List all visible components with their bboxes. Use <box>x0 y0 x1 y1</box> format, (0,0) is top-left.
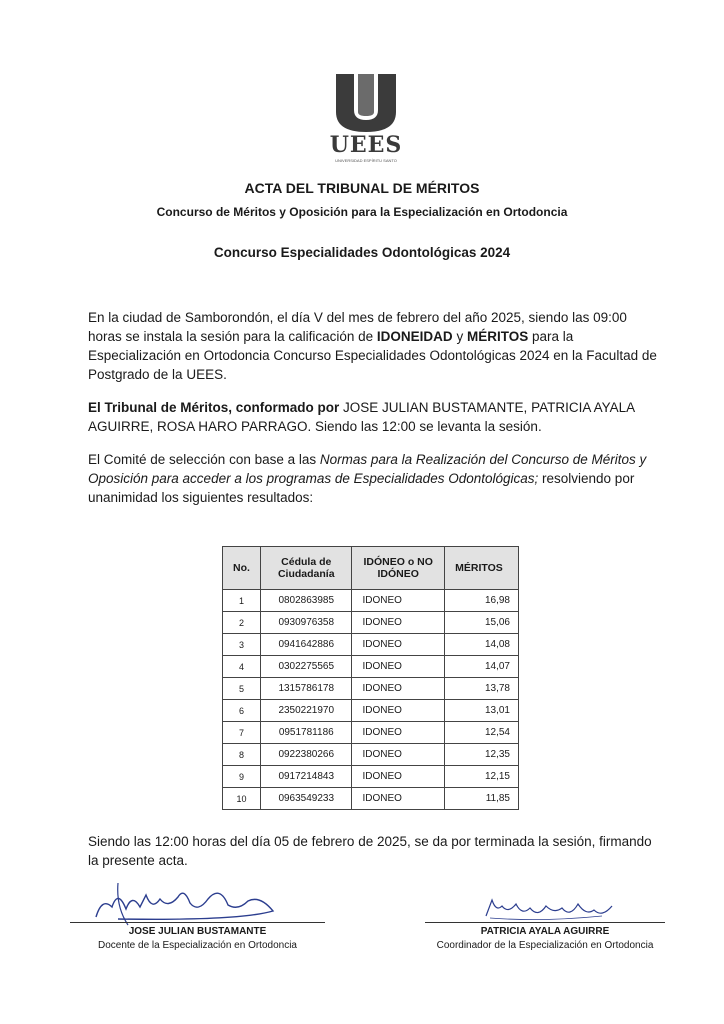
header-no: No. <box>223 547 261 590</box>
table-row <box>223 766 519 788</box>
table-header-row <box>223 547 519 590</box>
cell-cedula: 0963549233 <box>261 788 352 810</box>
cell-no: 9 <box>223 766 261 788</box>
logo-wordmark: UEES <box>329 132 403 158</box>
tribunal-paragraph: El Tribunal de Méritos, conformado por JOSE JULIAN BUSTAMANTE, PATRICIA AYALA AGUIRRE, ROSA HARO PARRAGO. Siendo las 12:00 se levanta la sesión. <box>88 400 635 434</box>
cell-cedula: 0930976358 <box>261 612 352 634</box>
header-cedula: Cédula de Ciudadanía <box>261 547 352 590</box>
cell-meritos: 14,08 <box>444 634 518 656</box>
cell-idoneo: IDONEO <box>352 766 445 788</box>
cell-idoneo: IDONEO <box>352 590 445 612</box>
cell-meritos: 13,78 <box>444 678 518 700</box>
cell-no: 7 <box>223 722 261 744</box>
cell-idoneo: IDONEO <box>352 788 445 810</box>
cell-meritos: 12,54 <box>444 722 518 744</box>
cell-cedula: 0922380266 <box>261 744 352 766</box>
table-row <box>223 656 519 678</box>
cell-meritos: 12,35 <box>444 744 518 766</box>
cell-cedula: 0941642886 <box>261 634 352 656</box>
logo-u-mark <box>328 72 404 132</box>
cell-no: 8 <box>223 744 261 766</box>
cell-idoneo: IDONEO <box>352 678 445 700</box>
table-row <box>223 700 519 722</box>
cell-cedula: 2350221970 <box>261 700 352 722</box>
cell-no: 2 <box>223 612 261 634</box>
table-row <box>223 788 519 810</box>
cell-idoneo: IDONEO <box>352 722 445 744</box>
signature-1-image <box>88 877 278 927</box>
cell-cedula: 0302275565 <box>261 656 352 678</box>
logo-tagline: UNIVERSIDAD ESPÍRITU SANTO <box>335 158 397 163</box>
cell-no: 10 <box>223 788 261 810</box>
signatory-1-role: Docente de la Especialización en Ortodoncia <box>97 940 297 951</box>
committee-paragraph: El Comité de selección con base a las Normas para la Realización del Concurso de Méritos y Oposición para acceder a los programas de Especialidades Odontológicas; resolviendo por unanimidad los siguientes resultados: <box>88 452 647 505</box>
results-table <box>222 546 519 810</box>
university-logo <box>328 72 404 166</box>
cell-cedula: 0951781186 <box>261 722 352 744</box>
cell-meritos: 14,07 <box>444 656 518 678</box>
header-meritos: MÉRITOS <box>444 547 518 590</box>
cell-idoneo: IDONEO <box>352 744 445 766</box>
signature-line-2 <box>425 922 665 923</box>
cell-cedula: 1315786178 <box>261 678 352 700</box>
table-row <box>223 678 519 700</box>
cell-meritos: 16,98 <box>444 590 518 612</box>
opening-paragraph: En la ciudad de Samborondón, el día V del mes de febrero del año 2025, siendo las 09:00 horas se instala la sesión para la calificación de IDONEIDAD y MÉRITOS para la Especialización en Ortodoncia Concurso Especialidades Odontológicas 2024 en la Facultad de Postgrado de la UEES. <box>88 310 657 382</box>
cell-no: 1 <box>223 590 261 612</box>
cell-idoneo: IDONEO <box>352 634 445 656</box>
table-row <box>223 590 519 612</box>
signature-line-1 <box>70 922 325 923</box>
closing-paragraph: Siendo las 12:00 horas del día 05 de febrero de 2025, se da por terminada la sesión, firmando la presente acta. <box>88 834 652 868</box>
header-idoneo: IDÓNEO o NO IDÓNEO <box>352 547 445 590</box>
contest-name: Concurso Especialidades Odontológicas 2024 <box>213 245 511 260</box>
cell-idoneo: IDONEO <box>352 612 445 634</box>
cell-idoneo: IDONEO <box>352 656 445 678</box>
cell-meritos: 13,01 <box>444 700 518 722</box>
cell-no: 5 <box>223 678 261 700</box>
signatory-1-name: JOSE JULIAN BUSTAMANTE <box>128 926 267 937</box>
cell-no: 4 <box>223 656 261 678</box>
signatory-2-role: Coordinador de la Especialización en Ortodoncia <box>436 940 654 951</box>
cell-no: 6 <box>223 700 261 722</box>
cell-cedula: 0802863985 <box>261 590 352 612</box>
document-subtitle: Concurso de Méritos y Oposición para la Especialización en Ortodoncia <box>156 205 568 219</box>
document-title: ACTA DEL TRIBUNAL DE MÉRITOS <box>244 180 480 196</box>
cell-meritos: 15,06 <box>444 612 518 634</box>
table-row <box>223 744 519 766</box>
signature-2-image <box>482 894 622 924</box>
signatory-2-name: PATRICIA AYALA AGUIRRE <box>480 926 610 937</box>
cell-meritos: 12,15 <box>444 766 518 788</box>
table-row <box>223 612 519 634</box>
cell-meritos: 11,85 <box>444 788 518 810</box>
cell-cedula: 0917214843 <box>261 766 352 788</box>
table-row <box>223 722 519 744</box>
cell-no: 3 <box>223 634 261 656</box>
cell-idoneo: IDONEO <box>352 700 445 722</box>
table-row <box>223 634 519 656</box>
